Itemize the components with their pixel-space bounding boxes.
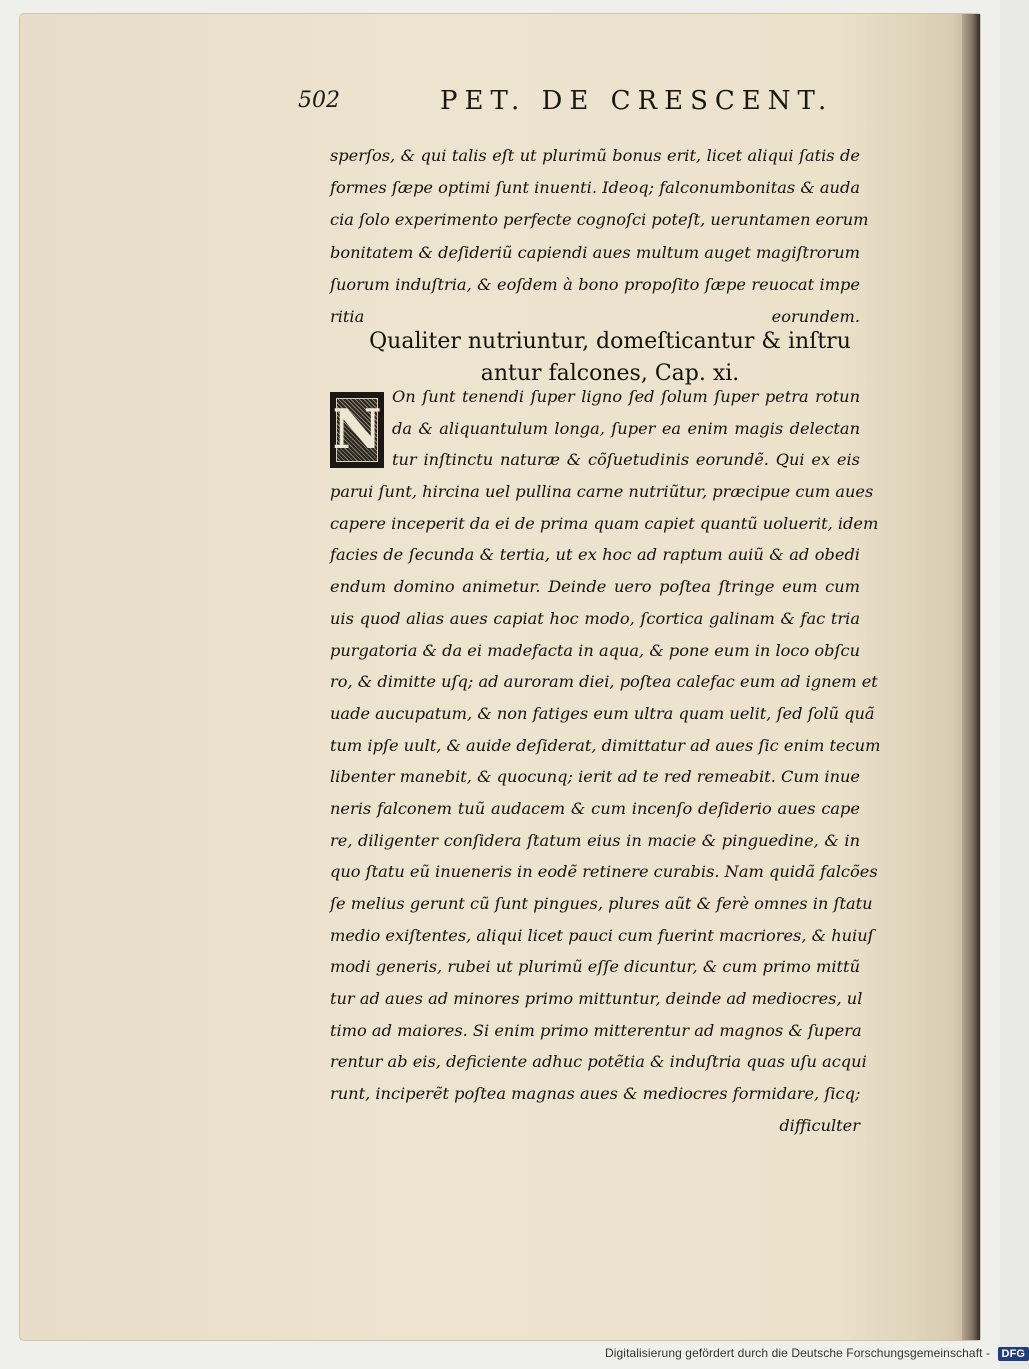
running-title: PET. DE CRESCENT. <box>440 86 834 116</box>
book-spine-edge <box>962 14 980 1340</box>
page-header <box>298 86 858 122</box>
text-line: da & aliquantulum longa, ſuper ea enim magis delectan <box>392 418 860 438</box>
text-line: ritia eorundem. <box>330 306 860 326</box>
heading-line: antur falcones, Cap. xi. <box>480 361 740 386</box>
digitization-footer <box>605 1346 1029 1361</box>
top-paragraph <box>330 140 869 333</box>
text-line: quo ſtatu eũ inueneris in eodẽ retinere curabis. Nam quidã falcões <box>330 862 878 882</box>
text-line: endum domino animetur. Deinde uero poſtea ſtringe eum cum <box>330 577 860 597</box>
text-line: bonitatem & deſideriũ capiendi aues multum auget magiſtrorum <box>330 242 860 262</box>
text-line: tur inſtinctu naturæ & cõſuetudinis eorundẽ. Qui ex eis <box>392 450 860 470</box>
text-line: runt, inciperẽt poſtea magnas aues & mediocres formidare, ſicq; <box>330 1084 861 1104</box>
text-line: cia ſolo experimento perfecte cognoſci poteſt, ueruntamen eorum <box>330 210 869 230</box>
text-line: facies de ſecunda & tertia, ut ex hoc ad raptum auiũ & ad obedi <box>330 545 860 565</box>
catchword: difficulter <box>779 1115 860 1135</box>
text-line: re, diligenter conſidera ſtatum eius in macie & pinguedine, & in <box>330 830 860 850</box>
text-line: medio exiſtentes, aliqui licet pauci cum fuerint macriores, & huiuſ <box>330 925 874 945</box>
text-line: formes ſæpe optimi ſunt inuenti. Ideoq; falconumbonitas & auda <box>330 178 860 198</box>
chapter-body <box>330 381 881 1142</box>
text-line: ſe melius gerunt cũ ſunt pingues, plures aũt & ferè omnes in ſtatu <box>330 894 873 913</box>
text-line: purgatoria & da ei madefacta in aqua, & pone eum in loco obſcu <box>330 640 860 660</box>
text-line: modi generis, rubei ut plurimũ eſſe dicuntur, & cum primo mittũ <box>330 957 860 977</box>
text-line: ſuorum induſtria, & eoſdem à bono propoſito ſæpe reuocat impe <box>330 274 860 294</box>
text-line: sperſos, & qui talis eſt ut plurimũ bonus erit, licet aliqui ſatis de <box>330 146 860 165</box>
text-line: ro, & dimitte uſq; ad auroram diei, poſtea calefac eum ad ignem et <box>330 672 878 692</box>
text-line: libenter manebit, & quocunq; ierit ad te red remeabit. Cum inue <box>330 767 860 787</box>
text-line: tum ipſe uult, & auide deſiderat, dimittatur ad aues ſic enim tecum <box>330 735 881 755</box>
text-line: parui ſunt, hircina uel pullina carne nutriũtur, præcipue cum aues <box>330 482 874 502</box>
text-line: uade aucupatum, & non fatiges eum ultra quam uelit, ſed ſolũ quã <box>330 703 875 723</box>
heading-line: Qualiter nutriuntur, domeſticantur & inſtru <box>369 329 851 354</box>
dfg-logo: DFG <box>998 1347 1029 1361</box>
footer-text: Digitalisierung gefördert durch die Deutsche Forschungsgemeinschaft - <box>605 1346 991 1360</box>
text-line: capere inceperit da ei de prima quam capiet quantũ uoluerit, idem <box>330 513 879 533</box>
text-line: timo ad maiores. Si enim primo mitterentur ad magnos & ſupera <box>330 1020 862 1040</box>
initial-letter: N <box>332 397 382 461</box>
text-line: neris falconem tuũ audacem & cum incenſo deſiderio aues cape <box>330 798 860 818</box>
text-line: On ſunt tenendi ſuper ligno ſed ſolum ſuper petra rotun <box>392 387 860 406</box>
text-line: uis quod alias aues capiat hoc modo, ſcortica galinam & fac tria <box>330 608 860 628</box>
page-number: 502 <box>298 88 340 113</box>
text-line: rentur ab eis, deficiente adhuc potẽtia & induſtria quas uſu acqui <box>330 1052 867 1072</box>
text-line: tur ad aues ad minores primo mittuntur, deinde ad mediocres, ul <box>330 989 863 1009</box>
